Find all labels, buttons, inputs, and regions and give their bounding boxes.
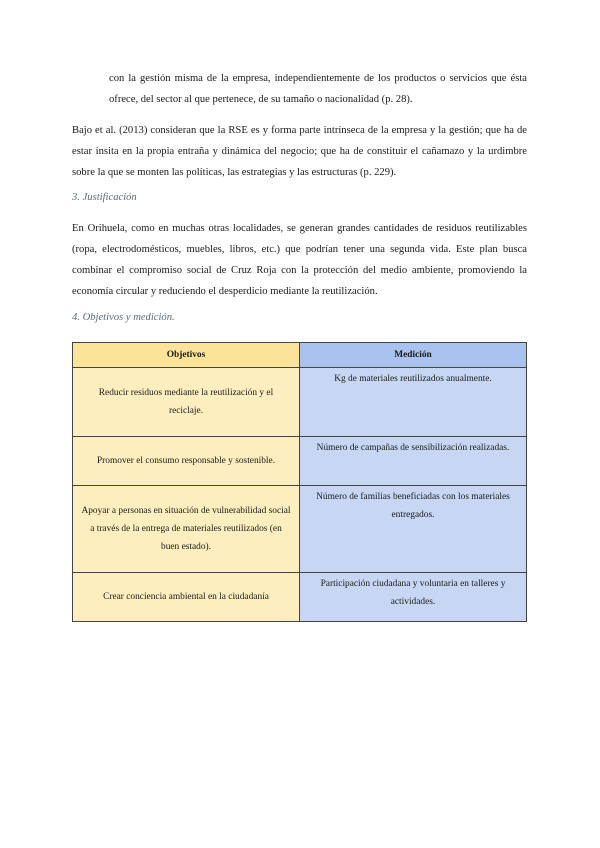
objective-cell: Promover el consumo responsable y sostenible. <box>73 437 300 486</box>
measurement-cell: Participación ciudadana y voluntaria en talleres y actividades. <box>300 573 527 622</box>
objective-cell: Apoyar a personas en situación de vulnerabilidad social a través de la entrega de materiales reutilizados (en buen estado). <box>73 486 300 573</box>
table-header-row <box>73 343 527 368</box>
section-heading-justificacion: 3. Justificación <box>72 192 137 203</box>
objective-cell: Reducir residuos mediante la reutilización y el reciclaje. <box>73 368 300 437</box>
section-heading-objetivos: 4. Objetivos y medición. <box>72 312 175 323</box>
table-row <box>73 573 527 622</box>
objectives-table <box>72 342 527 622</box>
block-quote: con la gestión misma de la empresa, independientemente de los productos o servicios que ésta ofrece, del sector al que pertenece, de su tamaño o nacionalidad (p. 28). <box>109 73 527 105</box>
header-medicion: Medición <box>300 343 527 368</box>
table-row <box>73 486 527 573</box>
paragraph-justificacion: En Orihuela, como en muchas otras localidades, se generan grandes cantidades de residuos reutilizables (ropa, electrodomésticos, muebles, libros, etc.) que podrían tener una segunda vida. Este plan busca combinar el compromiso social de Cruz Roja con la protección del medio ambiente, promoviendo la economía circular y reduciendo el desperdicio mediante la reutilización. <box>72 223 527 297</box>
paragraph-rse: Bajo et al. (2013) consideran que la RSE es y forma parte intrínseca de la empresa y la gestión; que ha de estar ínsita en la propia entraña y dinámica del negocio; que ha de constituir el cañamazo y la urdimbre sobre la que se monten las políticas, las estrategias y las estructuras (p. 229). <box>72 125 527 178</box>
table-row <box>73 437 527 486</box>
objective-cell: Crear conciencia ambiental en la ciudadanía <box>73 573 300 622</box>
measurement-cell: Número de familias beneficiadas con los materiales entregados. <box>300 486 527 573</box>
measurement-cell: Número de campañas de sensibilización realizadas. <box>300 437 527 486</box>
header-objetivos: Objetivos <box>73 343 300 368</box>
table-row <box>73 368 527 437</box>
measurement-cell: Kg de materiales reutilizados anualmente. <box>300 368 527 437</box>
